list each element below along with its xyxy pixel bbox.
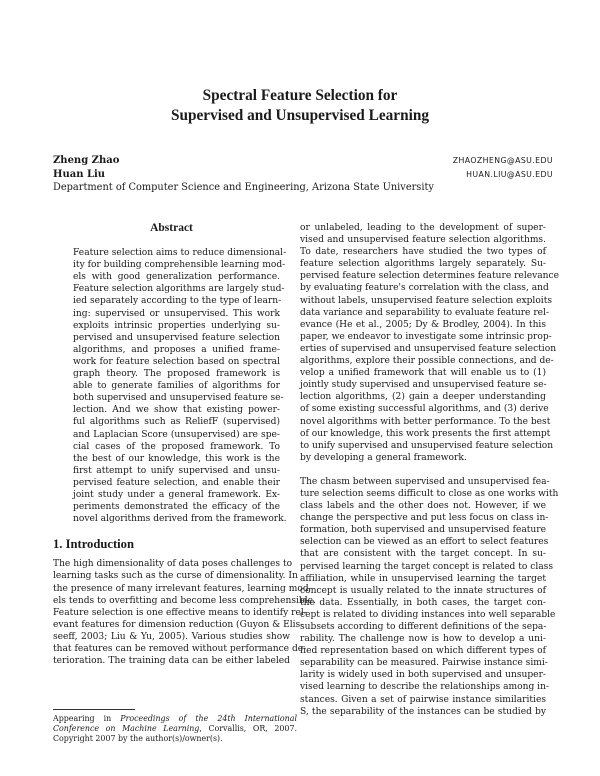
text-line: ity for building comprehensible learning mod- bbox=[73, 260, 286, 271]
text-line: els with good generalization performance. bbox=[73, 272, 280, 283]
text-line: jointly study supervised and unsupervised feature se- bbox=[300, 380, 547, 391]
text-line: Feature selection aims to reduce dimensional- bbox=[73, 248, 287, 259]
text-line: Feature selection is one effective means to identify rel- bbox=[53, 607, 307, 618]
text-line: els tends to overfitting and become less comprehensible. bbox=[53, 595, 316, 606]
section-heading-introduction: 1. Introduction bbox=[53, 537, 134, 552]
text-line: by developing a general framework. bbox=[300, 452, 467, 463]
text-line: cept is related to dividing instances into well separable bbox=[300, 609, 556, 620]
text-line: concept is usually related to the innate structures of bbox=[300, 585, 546, 596]
author-block bbox=[53, 154, 553, 195]
text-line: pervised learning the target concept is related to class bbox=[300, 561, 554, 572]
author-line bbox=[53, 168, 553, 182]
text-line: data variance and separability to evaluate feature rel- bbox=[300, 307, 550, 318]
introduction-body bbox=[53, 558, 316, 667]
paragraph bbox=[300, 222, 559, 464]
abstract-heading: Abstract bbox=[150, 222, 193, 234]
text-line: ture selection seems difficult to close as one works with bbox=[300, 488, 559, 499]
text-line: paper, we endeavor to investigate some intrinsic prop- bbox=[300, 331, 552, 342]
footnote bbox=[53, 714, 297, 744]
text-line: subsets according to different definitions of the sepa- bbox=[300, 622, 547, 632]
text-line: lection. And we show that existing power- bbox=[73, 405, 280, 416]
text-line: graph theory. The proposed framework is bbox=[73, 369, 280, 380]
text-line: rability. The challenge now is how to develop a uni- bbox=[300, 634, 546, 645]
author-email: ZHAOZHENG@ASU.EDU bbox=[452, 156, 553, 165]
text-line: stances. Given a set of pairwise instance similarities bbox=[300, 694, 546, 705]
text-line: or unlabeled, leading to the development of super- bbox=[300, 223, 546, 233]
paragraph bbox=[300, 476, 559, 718]
author-name: Huan Liu bbox=[53, 168, 106, 180]
text-line: without labels, unsupervised feature selection exploits bbox=[300, 295, 553, 306]
text-line: pervised feature selection, and enable their bbox=[73, 477, 280, 488]
text-line: cial cases of the proposed framework. To bbox=[73, 441, 280, 452]
text-line: able to generate families of algorithms for bbox=[73, 381, 280, 392]
text-line: novel algorithms derived from the framework. bbox=[73, 514, 287, 525]
author-name: Zheng Zhao bbox=[53, 155, 120, 166]
text-line: affiliation, while in unsupervised learning the target bbox=[300, 573, 546, 584]
text-line: terioration. The training data can be either labeled bbox=[53, 656, 290, 667]
text-line: exploits intrinsic properties underlying su- bbox=[73, 320, 280, 331]
text-line: evant features for dimension reduction (Guyon & Elis- bbox=[53, 619, 304, 630]
title-line-2: Supervised and Unsupervised Learning bbox=[171, 107, 429, 124]
text-line: to unify supervised and unsupervised feature selection bbox=[300, 440, 554, 451]
text-line: first attempt to unify supervised and unsu- bbox=[73, 465, 280, 476]
text-line: formation, both supervised and unsupervised feature bbox=[300, 525, 546, 536]
text-line: S, the separability of the instances can be studied by bbox=[300, 706, 546, 717]
text-line: fied representation based on which different types of bbox=[300, 646, 546, 657]
text-line: The chasm between supervised and unsupervised fea- bbox=[300, 476, 550, 487]
text-line: velop a unified framework that will enable us to (1) bbox=[300, 368, 546, 379]
text-line: class labels and the other does not. However, if we bbox=[300, 501, 546, 512]
text-line: algorithms, and proposes a unified frame- bbox=[73, 344, 280, 355]
abstract-body bbox=[53, 247, 290, 525]
footnote-venue: Proceedings of the 24th International Conference on Machine Learning bbox=[53, 714, 297, 733]
text-line: vised and unsupervised feature selection algorithms. bbox=[300, 235, 546, 246]
text-line: algorithms, explore their possible connections, and de- bbox=[300, 356, 554, 367]
text-line: and Laplacian Score (unsupervised) are spe- bbox=[73, 429, 280, 440]
text-line: ing: supervised or unsupervised. This work bbox=[73, 308, 280, 319]
text-line: of our knowledge, this work presents the first attempt bbox=[300, 428, 551, 439]
text-line: that features can be removed without performance de- bbox=[53, 644, 307, 654]
text-line: Feature selection algorithms are largely stud- bbox=[73, 284, 285, 295]
text-line: lection algorithms, (2) gain a deeper understanding bbox=[300, 392, 546, 403]
text-line: feature selection algorithms largely separately. Su- bbox=[300, 259, 546, 270]
footnote-suffix: , Corvallis, OR, 2007. Copyright 2007 by the author(s)/owner(s). bbox=[53, 724, 297, 743]
text-line: learning tasks such as the curse of dimensionality. In bbox=[53, 571, 298, 582]
text-line: that are consistent with the target concept. In su- bbox=[300, 549, 546, 560]
text-line: erties of supervised and unsupervised feature selection bbox=[300, 343, 557, 354]
text-line: the best of our knowledge, this work is the bbox=[73, 453, 280, 464]
affiliation: Department of Computer Science and Engineering, Arizona State University bbox=[53, 182, 434, 193]
text-line: The high dimensionality of data poses challenges to bbox=[53, 559, 293, 570]
text-line: pervised feature selection determines feature relevance bbox=[300, 271, 559, 282]
author-line bbox=[53, 154, 553, 168]
text-line: seeff, 2003; Liu & Yu, 2005). Various studies show bbox=[53, 631, 290, 642]
footnote-prefix: Appearing in bbox=[53, 714, 121, 723]
left-column bbox=[53, 222, 316, 667]
text-line: of some existing successful algorithms, and (3) derive bbox=[300, 404, 549, 415]
text-line: separability can be measured. Pairwise instance simi- bbox=[300, 658, 548, 669]
text-line: vised learning to describe the relationships among in- bbox=[300, 682, 550, 693]
text-line: selection can be viewed as an effort to select features bbox=[300, 537, 549, 548]
text-line: novel algorithms with better performance. To the best bbox=[300, 416, 551, 427]
text-line: To date, researchers have studied the two types of bbox=[300, 247, 546, 258]
text-line: ful algorithms such as ReliefF (supervised) bbox=[73, 417, 280, 428]
text-line: the presence of many irrelevant features, learning mod- bbox=[53, 583, 312, 594]
text-line: change the perspective and put less focus on class in- bbox=[300, 513, 549, 524]
right-column bbox=[300, 222, 559, 718]
author-email: HUAN.LIU@ASU.EDU bbox=[466, 169, 553, 179]
footnote-rule bbox=[53, 709, 135, 710]
title-line-1: Spectral Feature Selection for bbox=[202, 87, 398, 104]
text-line: ied separately according to the type of learn- bbox=[73, 296, 282, 307]
text-line: both supervised and unsupervised feature se- bbox=[73, 393, 284, 404]
text-line: periments demonstrated the efficacy of the bbox=[73, 502, 280, 513]
text-line: evance (He et al., 2005; Dy & Brodley, 2004). In this bbox=[300, 319, 546, 330]
text-line: joint study under a general framework. Ex- bbox=[73, 489, 280, 500]
paper-title bbox=[0, 86, 600, 126]
text-line: larity is widely used in both supervised and unsuper- bbox=[300, 670, 546, 681]
text-line: work for feature selection based on spectral bbox=[73, 356, 280, 367]
text-line: the data. Essentially, in both cases, the target con- bbox=[300, 597, 546, 608]
text-line: pervised and unsupervised feature selection bbox=[73, 332, 280, 343]
text-line: by evaluating feature's correlation with the class, and bbox=[300, 283, 549, 294]
